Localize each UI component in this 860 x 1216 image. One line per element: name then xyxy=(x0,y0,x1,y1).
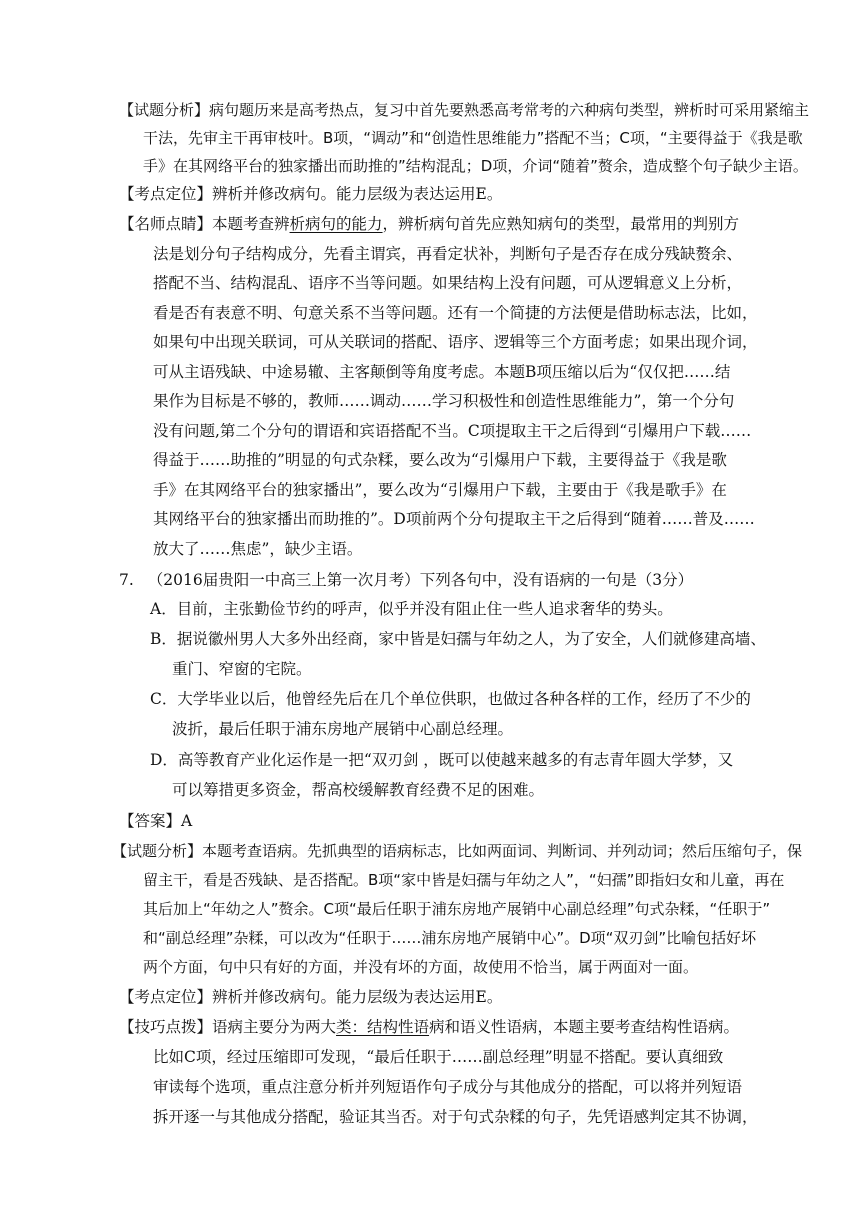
analysis-paragraph-line: 干法，先审主干再审枝叶。B项，“调动”和“创造性思维能力”搭配不当；C项，“主要得益于《我是歌 xyxy=(143,129,803,147)
option-c: C．大学毕业以后，他曾经先后在几个单位供职，也做过各种各样的工作，经历了不少的 xyxy=(150,690,751,708)
tip-paragraph-line: 果作为目标是不够的，教师……调动……学习积极性和创造性思维能力”，第一个分句 xyxy=(153,392,735,410)
tip-paragraph-line: 可从主语残缺、中途易辙、主客颠倒等角度考虑。本题B项压缩以后为“仅仅把……结 xyxy=(153,363,731,381)
tip-paragraph-line: 搭配不当、结构混乱、语序不当等问题。如果结构上没有问题，可从逻辑意义上分析， xyxy=(153,274,743,292)
tip-paragraph-line: 看是否有表意不明、句意关系不当等问题。还有一个简捷的方法便是借助标志法，比如， xyxy=(153,304,758,322)
analysis-paragraph-line: 手》在其网络平台的独家播出而助推的”结构混乱；D项，介词“随着”赘余，造成整个句子缺少主语。 xyxy=(143,157,808,175)
tip-paragraph-line: 放大了……焦虑”，缺少主语。 xyxy=(153,540,363,558)
option-b: B．据说徽州男人大多外出经商，家中皆是妇孺与年幼之人，为了安全，人们就修建高墙、 xyxy=(150,630,766,648)
analysis-paragraph-line: 两个方面，句中只有好的方面，并没有坏的方面，故使用不恰当，属于两面对一面。 xyxy=(143,958,699,976)
answer-line xyxy=(119,810,192,832)
analysis-paragraph-line: 【试题分析】本题考查语病。先抓典型的语病标志，比如两面词、判断词、并列动词；然后压缩句子，保 xyxy=(112,842,803,860)
underlined-text: 析病句的能力 xyxy=(289,215,383,233)
analysis-paragraph-line: 和“副总经理”杂糅，可以改为“任职于……浦东房地产展销中心”。D项“双刃剑”比喻包括好坏 xyxy=(143,929,757,947)
skill-tip-line: 拆开逐一与其他成分搭配，验证其当否。对于句式杂糅的句子，先凭语感判定其不协调， xyxy=(153,1108,758,1126)
tip-paragraph-line: 法是划分句子结构成分，先看主谓宾，再看定状补，判断句子是否存在成分残缺赘余、 xyxy=(153,245,743,263)
skill-tip-line: 【技巧点拨】语病主要分为两大类：结构性语病和语义性语病，本题主要考查结构性语病。 xyxy=(119,1018,740,1036)
tip-paragraph-line: 手》在其网络平台的独家播出”，要么改为“引爆用户下载，主要由于《我是歌手》在 xyxy=(153,481,727,499)
section-tag: 【试题分析】 xyxy=(119,101,210,119)
section-tag: 【名师点睛】 xyxy=(119,215,213,233)
section-tag: 【技巧点拨】 xyxy=(119,1018,213,1036)
option-d-continued: 可以筹措更多资金，帮高校缓解教育经费不足的困难。 xyxy=(172,781,545,799)
option-a: A．目前，主张勤俭节约的呼声，似乎并没有阻止住一些人追求奢华的势头。 xyxy=(150,600,673,618)
tip-paragraph-line: 其网络平台的独家播出而助推的”。D项前两个分句提取主干之后得到“随着……普及…… xyxy=(153,510,755,528)
answer-value: A xyxy=(181,812,193,830)
tip-paragraph-line: 如果句中出现关联词，可从关联词的搭配、语序、逻辑等三个方面考虑；如果出现介词， xyxy=(153,333,758,351)
option-c-continued: 波折，最后任职于浦东房地产展销中心副总经理。 xyxy=(172,720,514,738)
analysis-paragraph-line: 其后加上“年幼之人”赘余。C项“最后任职于浦东房地产展销中心副总经理”句式杂糅，“任职于” xyxy=(143,900,771,918)
skill-tip-line: 比如C项，经过压缩即可发现，“最后任职于……副总经理”明显不搭配。要认真细致 xyxy=(153,1048,724,1066)
option-d: D．高等教育产业化运作是一把“双刃剑 ，既可以使越来越多的有志青年圆大学梦，又 xyxy=(150,751,734,769)
section-tag: 【答案】 xyxy=(119,812,182,830)
section-tag: 【考点定位】 xyxy=(119,185,213,203)
analysis-paragraph-line: 留主干，看是否残缺、是否搭配。B项“家中皆是妇孺与年幼之人”，“妇孺”即指妇女和儿童，再在 xyxy=(143,871,785,889)
analysis-paragraph-line: 【试题分析】病句题历来是高考热点，复习中首先要熟悉高考常考的六种病句类型，辨析时可采用紧缩主 xyxy=(119,101,810,119)
question-stem: 7. （2016届贵阳一中高三上第一次月考）下列各句中，没有语病的一句是（3分） xyxy=(119,571,694,589)
tip-paragraph-line: 【名师点睛】本题考查辨析病句的能力，辨析病句首先应熟知病句的类型，最常用的判别方 xyxy=(119,215,740,233)
question-number: 7. xyxy=(119,571,134,589)
key-point-line: 【考点定位】辨析并修改病句。能力层级为表达运用E。 xyxy=(119,988,503,1006)
tip-paragraph-line: 没有问题,第二个分句的谓语和宾语搭配不当。C项提取主干之后得到“引爆用户下载…… xyxy=(153,422,752,440)
section-tag: 【试题分析】 xyxy=(112,842,203,860)
tip-paragraph-line: 得益于……助推的”明显的句式杂糅，要么改为“引爆用户下载，主要得益于《我是歌 xyxy=(153,451,727,469)
option-b-continued: 重门、窄窗的宅院。 xyxy=(172,660,312,678)
skill-tip-line: 审读每个选项，重点注意分析并列短语作句子成分与其他成分的搭配，可以将并列短语 xyxy=(153,1078,743,1096)
key-point-line: 【考点定位】辨析并修改病句。能力层级为表达运用E。 xyxy=(119,185,503,203)
section-tag: 【考点定位】 xyxy=(119,988,213,1006)
underlined-text: 类：结构性语 xyxy=(336,1018,430,1036)
